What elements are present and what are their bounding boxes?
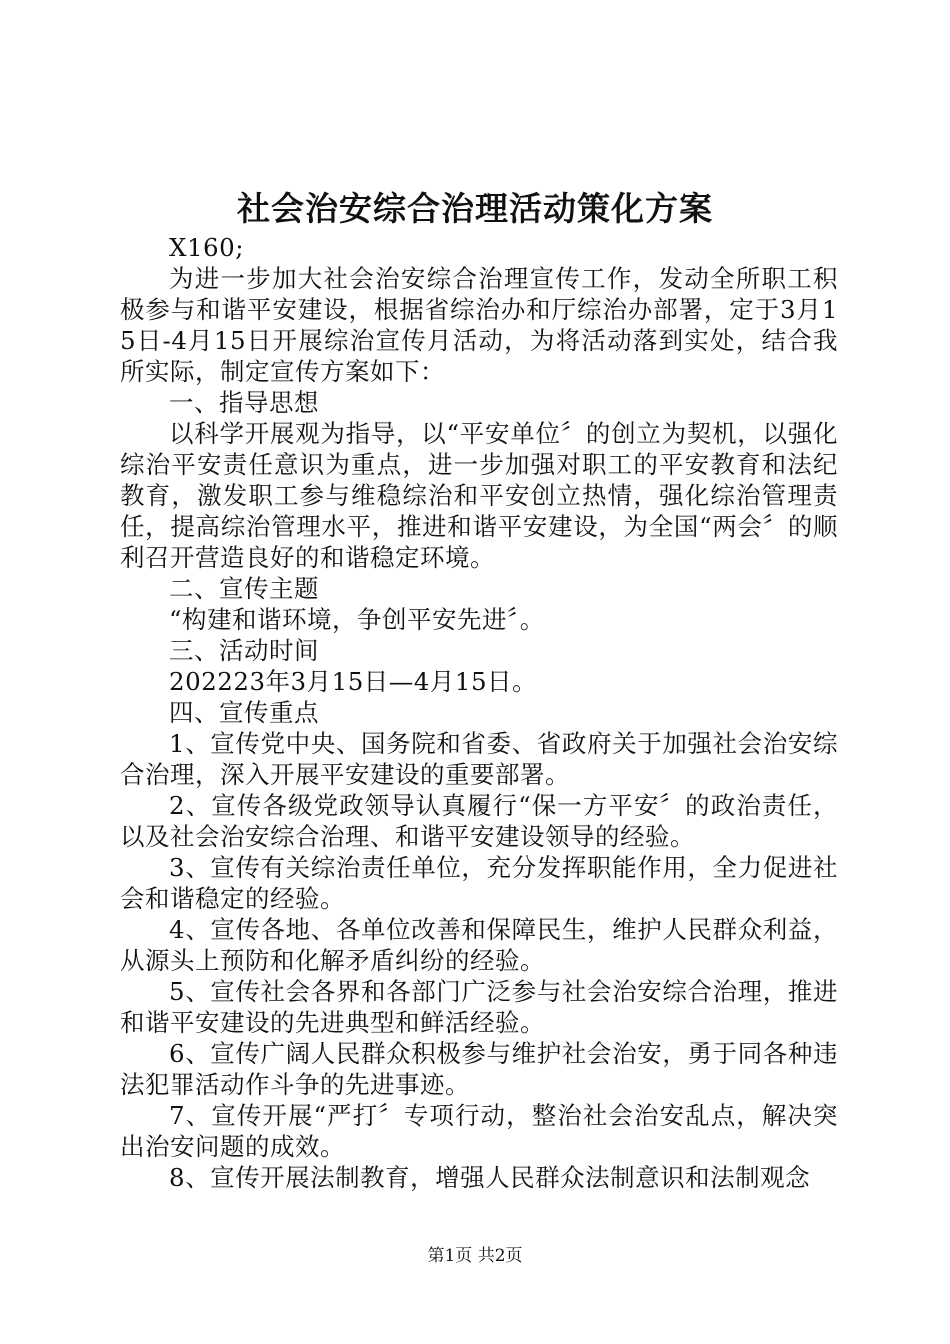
- paragraph: 以科学开展观为指导，以“平安单位〞的创立为契机，以强化综治平安责任意识为重点，进一步加强对职工的平安教育和法纪教育，激发职工参与维稳综治和平安创立热情，强化综治管理责任，提高综治管理水平，推进和谐平安建设，为全国“两会〞的顺利召开营造良好的和谐稳定环境。: [120, 419, 838, 572]
- paragraph: X160;: [169, 233, 244, 262]
- list-item: 2、宣传各级党政领导认真履行“保一方平安〞的政治责任，以及社会治安综合治理、和谐平安建设领导的经验。: [120, 791, 838, 851]
- list-item: 7、宣传开展“严打〞专项行动，整治社会治安乱点，解决突出治安问题的成效。: [120, 1101, 838, 1161]
- paragraph: 为进一步加大社会治安综合治理宣传工作，发动全所职工积极参与和谐平安建设，根据省综治办和厅综治办部署，定于3月15日-4月15日开展综治宣传月活动，为将活动落到实处，结合我所实际，制定宣传方案如下：: [120, 264, 838, 386]
- list-item: 1、宣传党中央、国务院和省委、省政府关于加强社会治安综合治理，深入开展平安建设的重要部署。: [120, 729, 838, 789]
- document-title: 社会治安综合治理活动策化方案: [237, 189, 713, 228]
- list-item: 5、宣传社会各界和各部门广泛参与社会治安综合治理，推进和谐平安建设的先进典型和鲜活经验。: [120, 977, 838, 1037]
- list-item: 6、宣传广阔人民群众积极参与维护社会治安，勇于同各种违法犯罪活动作斗争的先进事迹。: [120, 1039, 838, 1099]
- list-item: 8、宣传开展法制教育，增强人民群众法制意识和法制观念: [169, 1163, 811, 1192]
- section-heading: 二、宣传主题: [169, 574, 319, 603]
- section-heading: 三、活动时间: [169, 636, 319, 665]
- section-heading: 一、指导思想: [169, 388, 319, 417]
- paragraph: “构建和谐环境，争创平安先进〞。: [169, 605, 545, 634]
- document-body: [120, 232, 838, 1193]
- paragraph: 202223年3月15日—4月15日。: [169, 667, 538, 696]
- section-heading: 四、宣传重点: [169, 698, 319, 727]
- list-item: 4、宣传各地、各单位改善和保障民生，维护人民群众利益，从源头上预防和化解矛盾纠纷的经验。: [120, 915, 838, 975]
- list-item: 3、宣传有关综治责任单位，充分发挥职能作用，全力促进社会和谐稳定的经验。: [120, 853, 838, 913]
- page-footer: 第1页 共2页: [427, 1246, 523, 1266]
